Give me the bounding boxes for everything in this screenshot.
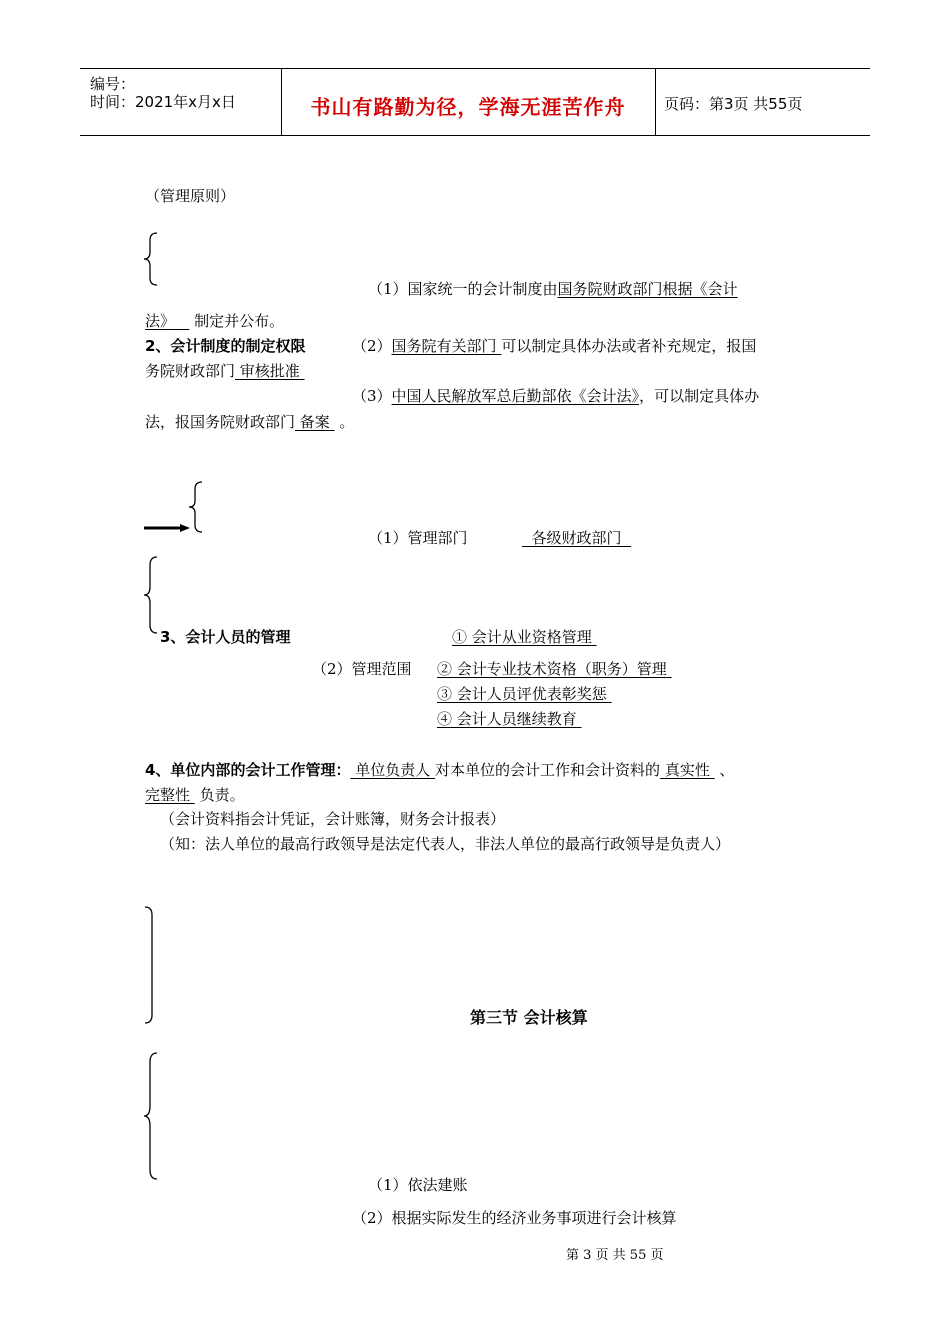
sec2-item1-blank-a: 国务院财政部门根据《会计 xyxy=(557,280,738,298)
sec2-item3: （3）中国人民解放军总后勤部依《会计法》，可以制定具体办 xyxy=(352,387,760,405)
bracket-4 xyxy=(142,906,162,1024)
brace-3 xyxy=(142,556,162,634)
sec3-scope-item-4: ④ 会计人员继续教育 xyxy=(437,710,577,728)
sec2-title: 2、会计制度的制定权限 xyxy=(145,337,306,355)
sec2-item1-blank-b: 法》 xyxy=(145,312,176,330)
sec4-line1: 4、单位内部的会计工作管理： 单位负责人 对本单位的会计工作和会计资料的 真实性 、 xyxy=(145,761,735,779)
header-page-info: 页码：第3页 共55页 xyxy=(664,95,803,113)
sec2-item3-blank2: 备案 xyxy=(299,413,330,431)
sec4-line2: 完整性 负责。 xyxy=(145,786,245,804)
document-header xyxy=(80,68,870,136)
brace-1 xyxy=(142,232,162,286)
sec4-blank1: 单位负责人 xyxy=(355,761,431,779)
sec4-blank2: 真实性 xyxy=(664,761,710,779)
sec2-item3-cont: 法，报国务院财政部门 备案 。 xyxy=(145,413,355,431)
header-motto: 书山有路勤为径，学海无涯苦作舟 xyxy=(310,95,626,119)
sec3-scope-item-1: ① 会计从业资格管理 xyxy=(452,628,592,646)
doc-time-label: 时间：2021年x月x日 xyxy=(90,93,236,111)
management-principle: （管理原则） xyxy=(145,187,236,205)
sec2-item2: （2）国务院有关部门 可以制定具体办法或者补充规定，报国 xyxy=(352,337,757,355)
brace-5 xyxy=(142,1052,162,1180)
sec2-item3-blank: 中国人民解放军总后勤部依《会计法》 xyxy=(391,387,640,405)
sec3-scope-label: （2）管理范围 xyxy=(312,660,412,678)
header-motto-cell xyxy=(281,69,656,135)
sec4-blank3: 完整性 xyxy=(145,786,191,804)
sec3-mgmt-dept: （1）管理部门 xyxy=(368,529,468,547)
accounting-item-2: （2）根据实际发生的经济业务事项进行会计核算 xyxy=(352,1209,677,1227)
header-page-cell xyxy=(655,69,870,135)
sec3-scope-item-3: ③ 会计人员评优表彰奖惩 xyxy=(437,685,607,703)
header-meta-cell xyxy=(80,69,282,135)
doc-id-label: 编号： xyxy=(90,75,136,93)
sec2-item1: （1）国家统一的会计制度由国务院财政部门根据《会计 xyxy=(368,280,738,298)
sec2-item2-blank: 国务院有关部门 xyxy=(391,337,497,355)
sec4-title: 4、单位内部的会计工作管理： xyxy=(145,761,351,779)
sec4-note2: （知：法人单位的最高行政领导是法定代表人，非法人单位的最高行政领导是负责人） xyxy=(160,835,731,853)
accounting-item-1: （1）依法建账 xyxy=(368,1176,468,1194)
footer-page-number: 第 3 页 共 55 页 xyxy=(566,1248,664,1263)
sec3-title: 3、会计人员的管理 xyxy=(160,628,291,646)
sec4-note1: （会计资料指会计凭证，会计账簿，财务会计报表） xyxy=(160,810,506,828)
section-title: 第三节 会计核算 xyxy=(470,1008,588,1027)
sec3-mgmt-dept-value: 各级财政部门 xyxy=(531,529,622,547)
sec2-item1-cont: 法》 制定并公布。 xyxy=(145,312,285,330)
arrow-icon xyxy=(142,480,212,536)
sec3-scope-item-2: ② 会计专业技术资格（职务）管理 xyxy=(437,660,667,678)
sec2-item2-blank2: 审核批准 xyxy=(239,362,300,380)
sec2-item2-cont: 务院财政部门 审核批准 xyxy=(145,362,300,380)
